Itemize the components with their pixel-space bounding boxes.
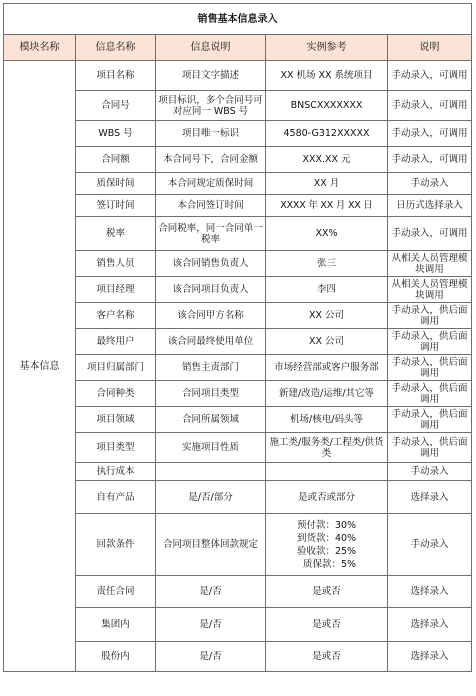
row-example: 张三 bbox=[266, 251, 388, 277]
row-note: 从相关人员管理模块调用 bbox=[388, 277, 472, 303]
row-name: 执行成本 bbox=[76, 463, 156, 481]
row-name: 项目类型 bbox=[76, 433, 156, 463]
row-desc: 是/否 bbox=[156, 576, 266, 608]
row-note: 选择录入 bbox=[388, 481, 472, 514]
sales-info-table bbox=[3, 3, 472, 672]
row-note: 手动录入，可调用 bbox=[388, 91, 472, 121]
payment-term-line: 预付款：30% bbox=[296, 519, 357, 531]
row-example: 施工类/服务类/工程类/供货类 bbox=[266, 433, 388, 463]
row-example: XX 公司 bbox=[266, 329, 388, 355]
row-desc: 项目唯一标识 bbox=[156, 121, 266, 147]
row-note: 手动录入 bbox=[388, 463, 472, 481]
row-name: 销售人员 bbox=[76, 251, 156, 277]
table-title: 销售基本信息录入 bbox=[4, 4, 472, 35]
row-desc bbox=[156, 463, 266, 481]
row-desc: 该合同最终使用单位 bbox=[156, 329, 266, 355]
module-name: 基本信息 bbox=[4, 61, 76, 672]
row-name: 项目名称 bbox=[76, 61, 156, 91]
row-name: 质保时间 bbox=[76, 173, 156, 195]
row-note: 日历式选择录入 bbox=[388, 195, 472, 217]
row-example: 新建/改造/运维/其它等 bbox=[266, 381, 388, 407]
row-name: 签订时间 bbox=[76, 195, 156, 217]
row-example: 是或否 bbox=[266, 576, 388, 608]
row-desc: 是/否/部分 bbox=[156, 481, 266, 514]
row-note: 手动录入，可调用 bbox=[388, 61, 472, 91]
row-desc: 合同所属领域 bbox=[156, 407, 266, 433]
header-note: 说明 bbox=[388, 35, 472, 61]
row-example: XXX.XX 元 bbox=[266, 147, 388, 173]
row-example: 是或否 bbox=[266, 642, 388, 672]
row-note: 手动录入，供后面调用 bbox=[388, 303, 472, 329]
row-note: 手动录入，供后面调用 bbox=[388, 355, 472, 381]
row-example: 李四 bbox=[266, 277, 388, 303]
payment-term-line: 到货款：40% bbox=[296, 532, 357, 544]
row-desc: 是/否 bbox=[156, 642, 266, 672]
header-row bbox=[4, 35, 472, 61]
row-name: 项目归属部门 bbox=[76, 355, 156, 381]
row-example bbox=[266, 514, 388, 576]
row-example: 4580-G312XXXXX bbox=[266, 121, 388, 147]
row-name: 合同额 bbox=[76, 147, 156, 173]
row-name: 税率 bbox=[76, 217, 156, 251]
row-name: 项目领域 bbox=[76, 407, 156, 433]
row-note: 手动录入，供后面调用 bbox=[388, 433, 472, 463]
row-example: XXXX 年 XX 月 XX 日 bbox=[266, 195, 388, 217]
header-info-desc: 信息说明 bbox=[156, 35, 266, 61]
table-row bbox=[4, 61, 472, 91]
row-desc: 本合同签订时间 bbox=[156, 195, 266, 217]
row-note: 选择录入 bbox=[388, 642, 472, 672]
row-note: 从相关人员管理模块调用 bbox=[388, 251, 472, 277]
row-name: 集团内 bbox=[76, 608, 156, 642]
row-desc: 合同项目类型 bbox=[156, 381, 266, 407]
payment-terms bbox=[297, 519, 356, 571]
row-note: 选择录入 bbox=[388, 608, 472, 642]
row-name: 客户名称 bbox=[76, 303, 156, 329]
row-desc: 该合同销售负责人 bbox=[156, 251, 266, 277]
row-name: 合同种类 bbox=[76, 381, 156, 407]
row-note: 手动录入 bbox=[388, 173, 472, 195]
row-example: XX 公司 bbox=[266, 303, 388, 329]
row-name: 合同号 bbox=[76, 91, 156, 121]
row-name: 回款条件 bbox=[76, 514, 156, 576]
row-example: 是或否或部分 bbox=[266, 481, 388, 514]
row-note: 手动录入，可调用 bbox=[388, 217, 472, 251]
row-note: 手动录入，供后面调用 bbox=[388, 329, 472, 355]
row-example: XX 机场 XX 系统项目 bbox=[266, 61, 388, 91]
row-desc: 销售主责部门 bbox=[156, 355, 266, 381]
row-example: 市场经营部或客户服务部 bbox=[266, 355, 388, 381]
row-desc: 合同项目整体回款规定 bbox=[156, 514, 266, 576]
row-name: 责任合同 bbox=[76, 576, 156, 608]
row-desc: 本合同号下，合同金额 bbox=[156, 147, 266, 173]
row-desc: 项目文字描述 bbox=[156, 61, 266, 91]
row-desc: 该合同项目负责人 bbox=[156, 277, 266, 303]
payment-term-line: 验收款：25% bbox=[296, 545, 357, 557]
row-desc: 本合同规定质保时间 bbox=[156, 173, 266, 195]
row-example: BNSCXXXXXXX bbox=[266, 91, 388, 121]
row-note: 手动录入，供后面调用 bbox=[388, 407, 472, 433]
row-desc: 是/否 bbox=[156, 608, 266, 642]
header-info-name: 信息名称 bbox=[76, 35, 156, 61]
row-note: 手动录入，可调用 bbox=[388, 147, 472, 173]
row-name: 最终用户 bbox=[76, 329, 156, 355]
row-name: 股份内 bbox=[76, 642, 156, 672]
row-example: 机场/核电/码头等 bbox=[266, 407, 388, 433]
row-example: 是或否 bbox=[266, 608, 388, 642]
row-note: 手动录入，供后面调用 bbox=[388, 381, 472, 407]
row-example bbox=[266, 463, 388, 481]
row-desc: 项目标识，多个合同号可对应同一 WBS 号 bbox=[156, 91, 266, 121]
row-desc: 实施项目性质 bbox=[156, 433, 266, 463]
row-name: 项目经理 bbox=[76, 277, 156, 303]
row-example: XX 月 bbox=[266, 173, 388, 195]
payment-term-line: 质保款：5% bbox=[302, 558, 357, 570]
row-desc: 该合同甲方名称 bbox=[156, 303, 266, 329]
row-note: 手动录入 bbox=[388, 514, 472, 576]
row-example: XX% bbox=[266, 217, 388, 251]
header-module: 模块名称 bbox=[4, 35, 76, 61]
row-note: 选择录入 bbox=[388, 576, 472, 608]
row-note: 手动录入，可调用 bbox=[388, 121, 472, 147]
header-example: 实例参考 bbox=[266, 35, 388, 61]
row-name: WBS 号 bbox=[76, 121, 156, 147]
row-desc: 合同税率，同一合同单一税率 bbox=[156, 217, 266, 251]
row-name: 自有产品 bbox=[76, 481, 156, 514]
